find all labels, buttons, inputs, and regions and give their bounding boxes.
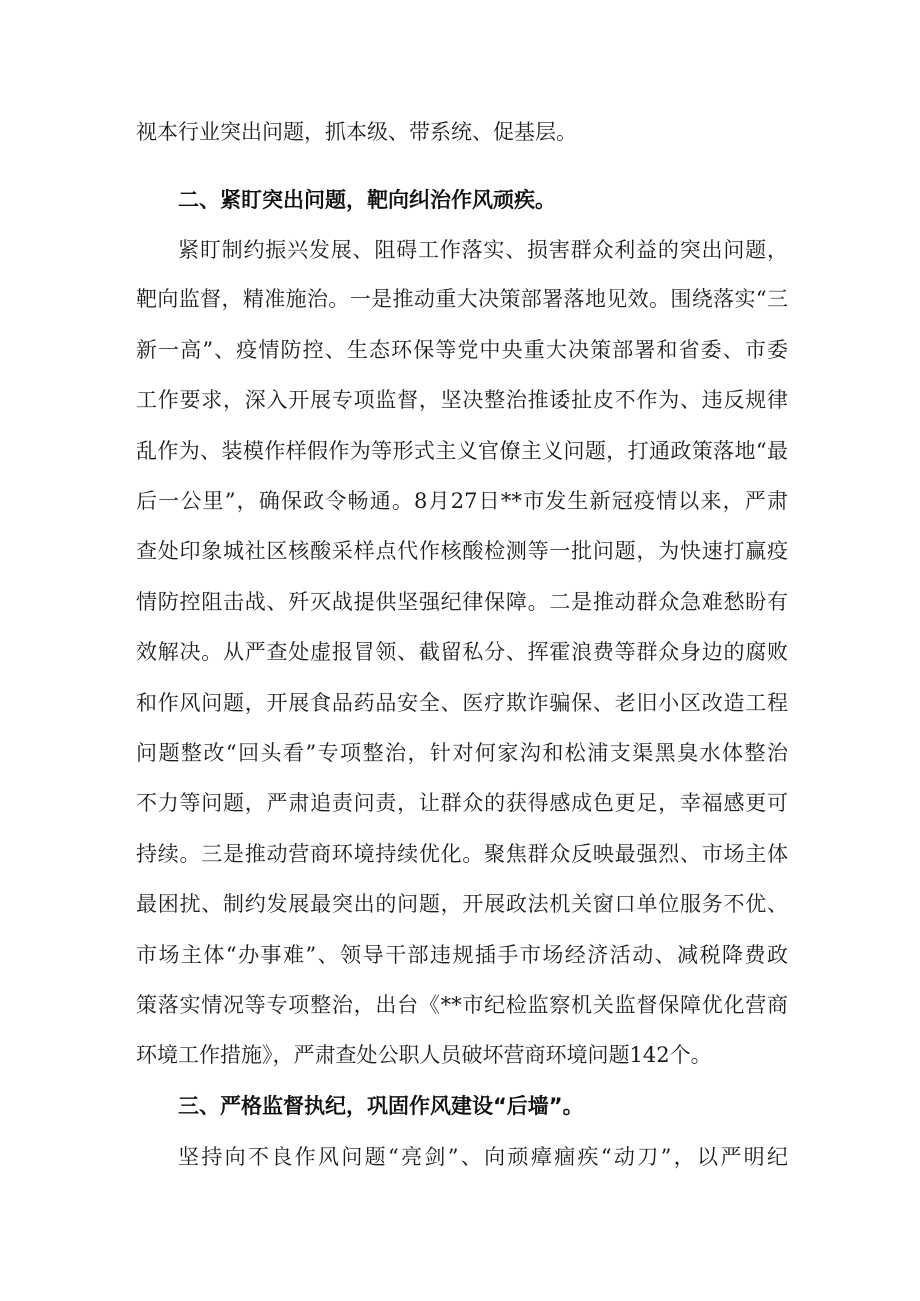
section-heading-3: 三、严格监督执纪，巩固作风建设“后墙”。	[178, 1094, 584, 1118]
paragraph-line: 和作风问题，开展食品药品安全、医疗欺诈骗保、老旧小区改造工程	[136, 691, 788, 715]
paragraph-line: 环境工作措施》，严肃查处公职人员破坏营商环境问题142个。	[136, 1043, 712, 1067]
paragraph-line: 效解决。从严查处虚报冒领、截留私分、挥霍浪费等群众身边的腐败	[136, 640, 788, 664]
paragraph-line: 坚持向不良作风问题“亮剑”、向顽瘴痼疾“动刀”，以严明纪	[178, 1145, 788, 1169]
paragraph-line: 后一公里”，确保政令畅通。8月27日**市发生新冠疫情以来，严肃	[136, 489, 788, 513]
paragraph-line: 最困扰、制约发展最突出的问题，开展政法机关窗口单位服务不优、	[136, 892, 788, 916]
paragraph-line: 市场主体“办事难”、领导干部违规插手市场经济活动、减税降费政	[136, 943, 788, 967]
paragraph-line: 情防控阻击战、歼灭战提供坚强纪律保障。二是推动群众急难愁盼有	[136, 590, 788, 614]
paragraph-fragment: 视本行业突出问题，抓本级、带系统、促基层。	[136, 120, 577, 144]
paragraph-line: 问题整改“回头看”专项整治，针对何家沟和松浦支渠黑臭水体整治	[136, 741, 788, 765]
section-heading-2: 二、紧盯突出问题，靶向纠治作风顽疾。	[178, 188, 556, 212]
paragraph-line: 不力等问题，严肃追责问责，让群众的获得感成色更足，幸福感更可	[136, 791, 788, 815]
paragraph-line: 策落实情况等专项整治，出台《**市纪检监察机关监督保障优化营商	[136, 993, 788, 1017]
paragraph-line: 工作要求，深入开展专项监督，坚决整治推诿扯皮不作为、违反规律	[136, 388, 788, 412]
paragraph-line: 新一高”、疫情防控、生态环保等党中央重大决策部署和省委、市委	[136, 338, 788, 362]
paragraph-line: 查处印象城社区核酸采样点代作核酸检测等一批问题，为快速打赢疫	[136, 539, 788, 563]
paragraph-line: 靶向监督，精准施治。一是推动重大决策部署落地见效。围绕落实“三	[136, 287, 788, 311]
paragraph-line: 乱作为、装模作样假作为等形式主义官僚主义问题，打通政策落地“最	[136, 439, 788, 463]
paragraph-line: 持续。三是推动营商环境持续优化。聚焦群众反映最强烈、市场主体	[136, 842, 788, 866]
paragraph-line: 紧盯制约振兴发展、阻碍工作落实、损害群众利益的突出问题，	[178, 238, 788, 262]
